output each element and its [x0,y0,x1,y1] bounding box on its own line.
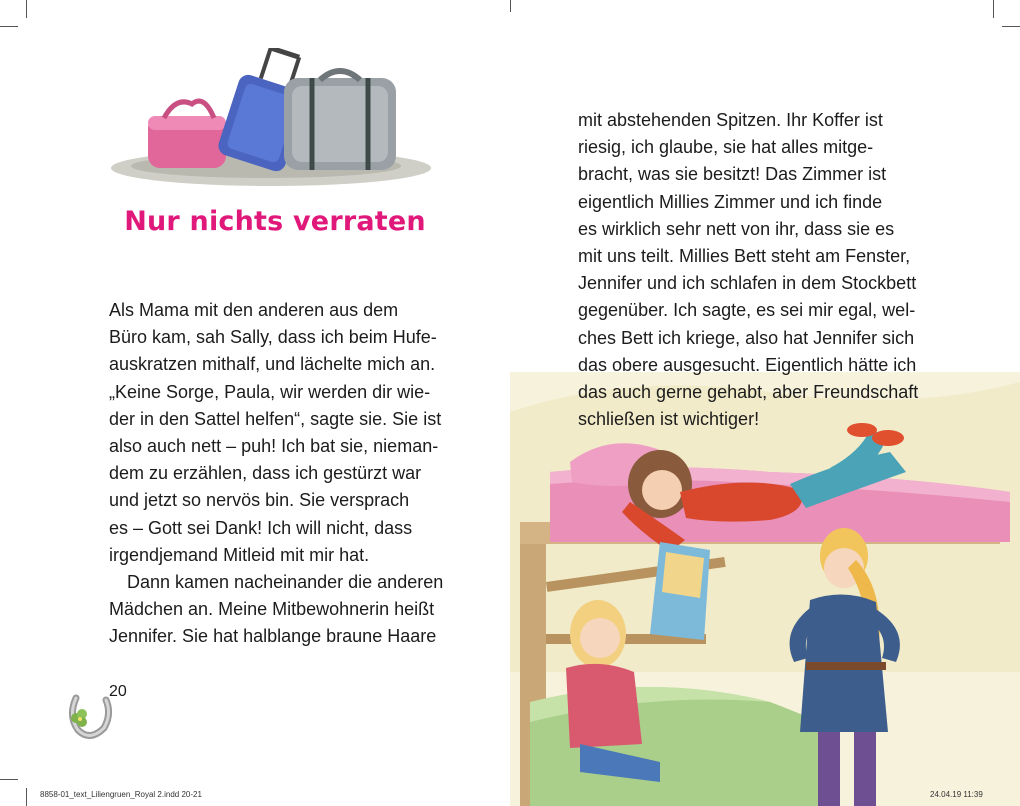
left-body-text [109,297,443,651]
right-page [510,0,1020,806]
text-line: dem zu erzählen, dass ich gestürzt war [109,463,422,484]
text-line: bracht, was sie besitzt! Das Zimmer ist [578,164,887,185]
text-line: Jennifer und ich schlafen in dem Stockbett [578,273,917,294]
text-line: Jennifer. Sie hat halblange braune Haare [109,626,437,647]
text-line: der in den Sattel helfen“, sagte sie. Sie ist [109,408,442,429]
text-line: mit abstehenden Spitzen. Ihr Koffer ist [578,110,883,130]
text-line: Dann kamen nacheinander die anderen [127,572,444,593]
text-line: ches Bett ich kriege, also hat Jennifer sich [578,327,915,348]
text-line: „Keine Sorge, Paula, wir werden dir wie- [109,381,431,402]
text-line: und jetzt so nervös bin. Sie versprach [109,490,410,511]
print-timestamp: 24.04.19 11:39 [930,790,983,799]
page-number: 20 [109,683,127,700]
luggage-illustration [106,48,436,198]
text-line: Mädchen an. Meine Mitbewohnerin heißt [109,599,435,620]
horseshoe-clover-icon [64,692,114,740]
text-line: schließen ist wichtiger! [578,409,760,430]
text-line: mit uns teilt. Millies Bett steht am Fenster, [578,246,911,267]
text-line: es – Gott sei Dank! Ich will nicht, dass [109,517,413,538]
text-line: Büro kam, sah Sally, dass ich beim Hufe- [109,327,437,348]
print-slug: 8858-01_text_Liliengruen_Royal 2.indd 20-21 [40,790,202,799]
text-line: es wirklich sehr nett von ihr, dass sie es [578,218,895,239]
text-line: gegenüber. Ich sagte, es sei mir egal, wel- [578,300,916,321]
chapter-title: Nur nichts verraten [124,206,426,237]
text-line: riesig, ich glaube, sie hat alles mitge- [578,137,874,158]
text-line: das obere ausgesucht. Eigentlich hätte ich [578,354,917,375]
text-line: eigentlich Millies Zimmer und ich finde [578,191,883,212]
text-line: auskratzen mithalf, und lächelte mich an. [109,354,436,375]
bunk-bed-illustration [510,372,1020,806]
text-line: das auch gerne gehabt, aber Freundschaft [578,382,919,403]
text-line: Als Mama mit den anderen aus dem [109,300,399,320]
text-line: irgendjemand Mitleid mit mir hat. [109,544,370,565]
right-body-text [578,107,918,433]
text-line: also auch nett – puh! Ich bat sie, nieman- [109,436,439,457]
